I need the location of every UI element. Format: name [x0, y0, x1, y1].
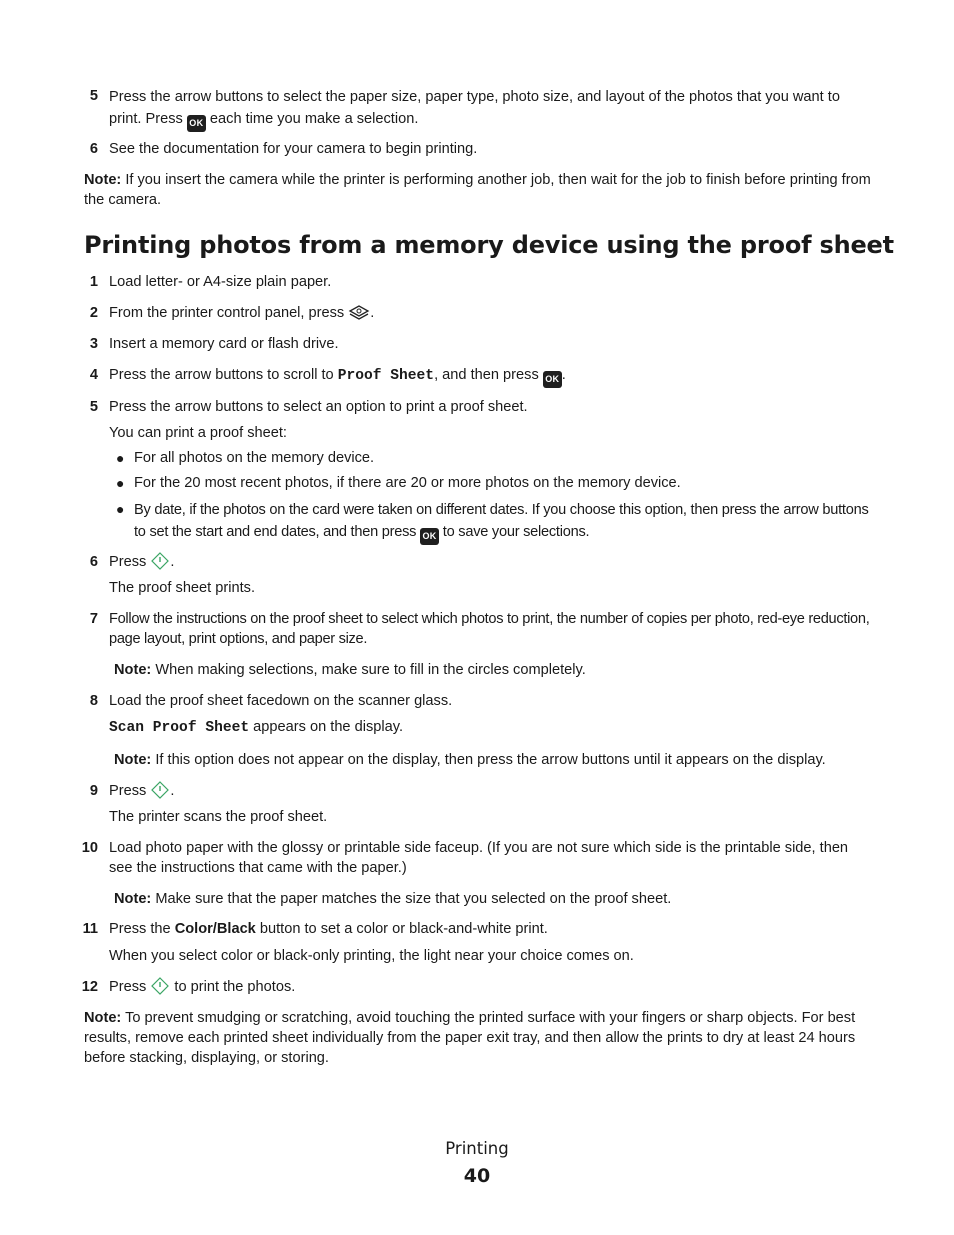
- step-text-part: .: [370, 305, 375, 321]
- note-text: If this option does not appear on the display, then press the arrow buttons until it appears on the display.: [151, 752, 826, 768]
- step-text: [109, 977, 874, 1001]
- step-number: 11: [82, 921, 98, 937]
- step-text-part: button to set a color or black-and-white print.: [255, 921, 548, 937]
- step-text: Follow the instructions on the proof sheet to select which photos to print, the number of copies per photo, red-eye reduction, page layout, print options, and paper size.: [109, 611, 870, 647]
- display-code: Scan Proof Sheet: [109, 720, 250, 736]
- page-number: 40: [463, 1165, 491, 1187]
- step-subtext: The proof sheet prints.: [109, 580, 256, 596]
- note: [114, 889, 874, 909]
- step-subtext: When you select color or black-only printing, the light near your choice comes on.: [109, 948, 634, 964]
- bullet-icon: ●: [116, 475, 125, 491]
- bullet-icon: ●: [116, 501, 125, 517]
- bullet-icon: ●: [116, 450, 125, 466]
- step-number: 4: [89, 367, 98, 383]
- step-text-part: , and then press: [434, 367, 543, 383]
- note: [114, 750, 884, 770]
- step-text-part: Press the arrow buttons to scroll to: [109, 367, 338, 383]
- step-number: 2: [89, 305, 98, 321]
- note: [84, 1008, 876, 1068]
- step-text-part: each time you make a selection.: [205, 111, 419, 127]
- step-number: 8: [89, 693, 98, 709]
- step-text-part: Press the: [109, 921, 175, 937]
- note: [114, 660, 874, 680]
- step-text-part: to print the photos.: [170, 979, 296, 995]
- step-text-part: .: [561, 367, 566, 383]
- step-text: [109, 86, 874, 132]
- display-code: Proof Sheet: [337, 368, 435, 384]
- step-text-part: Press the arrow buttons to select the paper size, paper type, photo size, and layout of the photos that you want to print. Press: [109, 89, 840, 127]
- bullet-text-part: By date, if the photos on the card were taken on different dates. If you choose this option, then press the arrow buttons to set the start and end dates, and then press: [134, 502, 869, 540]
- note-text: To prevent smudging or scratching, avoid touching the printed surface with your fingers or sharp objects. For best results, remove each printed sheet individually from the paper exit tray, and then allow the prints to dry at least 24 hours before stacking, displaying, or storing.: [84, 1010, 856, 1066]
- step-text: Press the arrow buttons to select an option to print a proof sheet.: [109, 399, 528, 415]
- footer-section-title: Printing: [445, 1139, 509, 1158]
- step-subtext: [109, 717, 874, 738]
- step-number: 7: [89, 611, 98, 627]
- section-heading: Printing photos from a memory device using the proof sheet: [84, 231, 894, 259]
- ok-button-icon: OK: [420, 528, 439, 545]
- step-text-part: Press: [109, 979, 151, 995]
- step-text: See the documentation for your camera to begin printing.: [109, 141, 478, 157]
- bullet-text: [134, 499, 874, 545]
- step-text: Insert a memory card or flash drive.: [109, 336, 339, 352]
- note-text: Make sure that the paper matches the size that you selected on the proof sheet.: [151, 891, 672, 907]
- step-subtext: The printer scans the proof sheet.: [109, 809, 328, 825]
- step-number: 3: [89, 336, 98, 352]
- step-number: 6: [89, 554, 98, 570]
- step-text: Load photo paper with the glossy or printable side faceup. (If you are not sure which side is the printable side, then see the instructions that came with the paper.): [109, 840, 849, 876]
- step-number: 5: [89, 399, 98, 415]
- start-diamond-icon: [150, 781, 170, 805]
- note-text: When making selections, make sure to fill in the circles completely.: [151, 662, 586, 678]
- step-text-part: .: [170, 783, 175, 799]
- step-number: 10: [81, 840, 98, 856]
- step-text-part: Press: [109, 554, 151, 570]
- step-text: Load the proof sheet facedown on the scanner glass.: [109, 693, 453, 709]
- ok-button-icon: OK: [187, 115, 206, 132]
- step-number: 9: [89, 783, 98, 799]
- note-label: Note:: [84, 1010, 122, 1026]
- step-text: [109, 919, 874, 939]
- bullet-text: For all photos on the memory device.: [134, 450, 375, 466]
- photo-card-icon: [348, 303, 370, 327]
- bullet-text-part: to save your selections.: [439, 524, 590, 540]
- button-name: Color/Black: [174, 921, 256, 937]
- step-number: 6: [89, 141, 98, 157]
- step-text-part: appears on the display.: [249, 719, 404, 735]
- step-text: [109, 303, 874, 327]
- note-label: Note:: [114, 752, 152, 768]
- step-text-part: From the printer control panel, press: [109, 305, 349, 321]
- step-number: 12: [81, 979, 98, 995]
- note-label: Note:: [84, 172, 122, 188]
- start-diamond-icon: [150, 977, 170, 1001]
- note: [84, 170, 874, 210]
- step-text-part: Press: [109, 783, 151, 799]
- note-text: If you insert the camera while the printer is performing another job, then wait for the job to finish before printing from the camera.: [84, 172, 871, 208]
- note-label: Note:: [114, 891, 152, 907]
- step-text: [109, 552, 874, 576]
- step-subtext: You can print a proof sheet:: [109, 425, 287, 441]
- step-number: 1: [89, 274, 98, 290]
- bullet-text: For the 20 most recent photos, if there are 20 or more photos on the memory device.: [134, 475, 681, 491]
- start-diamond-icon: [150, 552, 170, 576]
- note-label: Note:: [114, 662, 152, 678]
- step-number: 5: [89, 88, 98, 104]
- ok-button-icon: OK: [543, 371, 562, 388]
- step-text: [109, 781, 874, 805]
- step-text: Load letter- or A4-size plain paper.: [109, 274, 332, 290]
- step-text-part: .: [170, 554, 175, 570]
- step-text: [109, 365, 874, 388]
